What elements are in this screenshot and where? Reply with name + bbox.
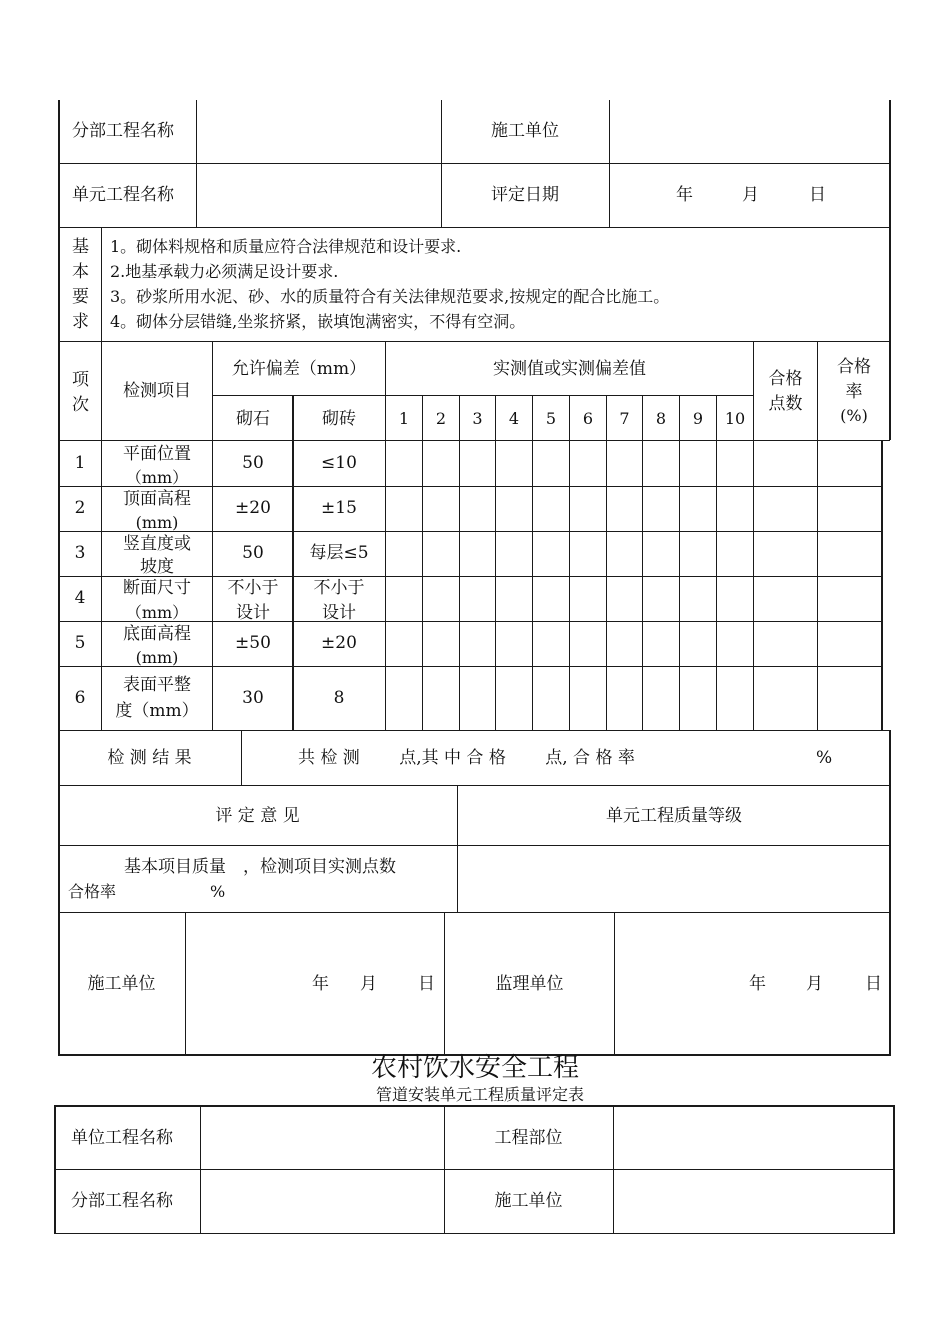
basic-req-item-3: 3。砂浆所用水泥、砂、水的质量符合有关法律规范要求,按规定的配合比施工。 <box>110 287 670 306</box>
result-label: 检 测 结 果 <box>107 748 192 768</box>
form2-construction-unit-label: 施工单位 <box>494 1191 563 1211</box>
eval-date-label: 评定日期 <box>491 185 559 205</box>
unit-project-name-field[interactable] <box>197 165 440 225</box>
row-4-name-2: （mm） <box>125 603 189 622</box>
row-3-name-2: 坡度 <box>140 557 174 577</box>
opinion-text-line-1: 基本项目质量 ，检测项目实测点数 <box>124 857 396 877</box>
col-3: 3 <box>472 409 483 428</box>
opinion-text-percent: % <box>210 882 226 901</box>
form2-title: 农村饮水安全工程 <box>370 1053 579 1083</box>
row-1-no: 1 <box>74 453 86 473</box>
row-5-stone: ±50 <box>235 633 271 653</box>
sign-supervision-month: 月 <box>806 974 823 994</box>
pass-rate-header-2: 率 <box>845 382 863 402</box>
result-percent: % <box>816 748 833 768</box>
row-2-brick: ±15 <box>321 498 357 518</box>
row-1-brick: ≤10 <box>321 453 357 473</box>
row-4-stone-1: 不小于 <box>227 578 279 598</box>
pass-points-header-2: 点数 <box>768 394 803 414</box>
col-5: 5 <box>545 409 557 428</box>
form1-right-border-bottom <box>889 730 891 1056</box>
col-1: 1 <box>398 409 410 428</box>
measured-header: 实测值或实测偏差值 <box>493 359 646 379</box>
row-4-name-1: 断面尺寸 <box>123 578 191 598</box>
row-1-name-1: 平面位置 <box>123 444 191 464</box>
row-6-name-2: 度（mm） <box>115 701 199 721</box>
row-1-stone: 50 <box>242 453 264 473</box>
form2-construction-unit-field[interactable] <box>614 1171 892 1232</box>
col-4: 4 <box>508 409 520 428</box>
col-8: 8 <box>655 409 667 428</box>
form2-sub-project-field[interactable] <box>201 1171 443 1232</box>
row-6-no: 6 <box>74 688 86 708</box>
construction-unit-label: 施工单位 <box>491 121 559 141</box>
row-6-stone: 30 <box>242 688 264 708</box>
check-item-header: 检测项目 <box>123 381 191 401</box>
row-1-name-2: （mm） <box>125 468 189 487</box>
brick-header: 砌砖 <box>322 409 356 429</box>
row-4-stone-2: 设计 <box>236 603 270 623</box>
row-6-brick: 8 <box>333 688 345 708</box>
basic-req-char-3: 要 <box>72 287 89 307</box>
form2-unit-project-field[interactable] <box>201 1108 443 1168</box>
col-7: 7 <box>619 409 630 428</box>
col-9: 9 <box>692 409 704 428</box>
row-5-no: 5 <box>74 633 86 653</box>
row-2-stone: ±20 <box>235 498 271 518</box>
row-5-name-1: 底面高程 <box>123 624 191 644</box>
basic-req-char-2: 本 <box>72 262 89 282</box>
allowed-dev-header: 允许偏差（mm） <box>231 359 367 379</box>
form2-unit-project-label: 单位工程名称 <box>71 1128 173 1148</box>
row-3-name-1: 竖直度或 <box>123 534 191 554</box>
pass-points-header-1: 合格 <box>768 369 803 389</box>
basic-req-char-1: 基 <box>72 237 89 257</box>
col-6: 6 <box>582 409 594 428</box>
sub-project-name-field[interactable] <box>197 102 440 162</box>
sign-supervision-day: 日 <box>865 974 882 994</box>
sign-construction-day: 日 <box>418 974 435 994</box>
row-3-brick: 每层≤5 <box>309 543 369 563</box>
opinion-text-line-2: 合格率 <box>68 882 117 901</box>
row-4-brick-2: 设计 <box>322 603 356 623</box>
row-5-name-2: (mm) <box>135 648 179 667</box>
unit-project-name-label: 单元工程名称 <box>72 185 174 205</box>
basic-req-item-2: 2.地基承载力必须满足设计要求. <box>110 262 339 281</box>
item-no-header-1: 项 <box>72 370 89 390</box>
form2-project-dept-label: 工程部位 <box>494 1128 563 1148</box>
date-day: 日 <box>809 185 826 205</box>
col-2: 2 <box>435 409 447 428</box>
row-5-brick: ±20 <box>321 633 357 653</box>
sub-project-name-label: 分部工程名称 <box>72 121 174 141</box>
form2-project-dept-field[interactable] <box>614 1108 892 1168</box>
row-3-no: 3 <box>74 543 86 563</box>
pass-rate-header-1: 合格 <box>837 357 871 377</box>
form2-sub-project-label: 分部工程名称 <box>71 1191 173 1211</box>
row-2-no: 2 <box>74 498 86 518</box>
row-3-stone: 50 <box>242 543 264 563</box>
construction-unit-field[interactable] <box>610 102 888 162</box>
basic-req-item-1: 1。砌体料规格和质量应符合法律规范和设计要求. <box>110 237 462 256</box>
row-2-name-1: 顶面高程 <box>123 489 191 509</box>
sign-construction-year: 年 <box>312 974 329 994</box>
row-4-brick-1: 不小于 <box>313 578 365 598</box>
item-no-header-2: 次 <box>72 395 89 415</box>
date-year: 年 <box>676 185 693 205</box>
sign-construction-unit-label: 施工单位 <box>87 974 156 994</box>
sign-construction-month: 月 <box>360 974 377 994</box>
row-4-no: 4 <box>74 588 86 608</box>
basic-req-char-4: 求 <box>72 312 89 332</box>
sign-supervision-year: 年 <box>749 974 766 994</box>
form1-right-border-mid <box>881 440 883 730</box>
sign-supervision-unit-label: 监理单位 <box>495 974 564 994</box>
result-text: 共 检 测 点,其 中 合 格 点, 合 格 率 <box>298 748 635 768</box>
opinion-label: 评 定 意 见 <box>215 806 300 826</box>
row-6-name-1: 表面平整 <box>123 675 191 695</box>
form2-subtitle: 管道安装单元工程质量评定表 <box>375 1085 584 1104</box>
basic-req-item-4: 4。砌体分层错缝,坐浆挤紧，嵌填饱满密实，不得有空洞。 <box>110 312 526 331</box>
grade-field[interactable] <box>458 847 888 910</box>
grade-label: 单元工程质量等级 <box>606 806 742 826</box>
row-2-name-2: (mm) <box>135 513 179 532</box>
col-10: 10 <box>724 409 746 428</box>
pass-rate-header-3: (%) <box>840 406 868 425</box>
date-month: 月 <box>742 185 759 205</box>
stone-header: 砌石 <box>236 409 270 429</box>
